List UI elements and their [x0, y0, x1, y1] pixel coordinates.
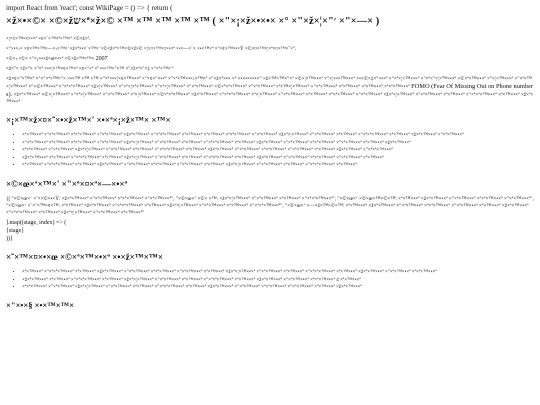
stages-map-line: ].map((stage, index) => ( — [6, 220, 67, 227]
section-treatment-heading: ×˜×™×¤×•×œ ×©×ª×™×•×ª ×•×ž×™×™× — [6, 252, 163, 263]
code-header-line: import React from 'react'; const WikiPage = () => { return ( — [6, 4, 173, 12]
intro-line-3-text: ×©×› ×©× ×"×¡×•×ž×œ×•×ª ×©×ž×™×™× — [6, 57, 95, 62]
section-stages-heading: ×©×œ×‘×™×' ×"×ª×¤×ª×—×•×ª — [6, 178, 128, 189]
footer-heading: ×"×•×§ ×•×™×™× — [6, 299, 74, 310]
list-item: • ×ž×ª×™×•×ª ×ª×™×•×ª ×"×ª×ª×™×•×ª ×ª×™×•×ª ×ž×ª×¦×™×•×ª ×"×ª×™×•×ª ×ª×™×•×ª ×"×ª×ª×™×•×ª ×ª×™×•×ª ×ž×ª×™×•×ª ×"×ª×™×•×ª ×ª×ª×™×•×ª ×"×ª×™×•×ª ×ª×™×•×ª — [22, 155, 534, 163]
intro-line-2: ×"×•×›× ×¢×™×™×—×›×™×' ×ž×ª×•×¨×™×' ×©×ž×ª×™×©×ž×© ×¦×¤×™×¤×•×ª ×•×—×¨× ×•×™×ª ×"×¢×™×•×Ÿ ×©×¤×™×¦×ª×¤×™×˜×”. — [6, 47, 297, 52]
list-item: • ×ž×ª×™×•×ª ×ª×™×•×ª ×"×ª×ª×™×•×ª ×ª×™×•×ª ×ž×ª×¦×™×•×ª ×"×ª×™×•×ª ×ª×™×•×ª ×"×ª×ª×™×•×ª ×ª×™×•×ª ×ž×ª×™×•×ª ×"×ª×™×•×ª ×ª×ª×™×•×ª 4 ×ª×™×•×ª — [22, 277, 534, 285]
list-item: • ×ª×™×•×ª ×"×ª×ª×™×•×ª ×ª×™×•×ª ×ž×ª×™×•×ª ×"×ª×™×•×ª ×ª×ª×™×•×ª ×"×ª×™×•×ª ×ª×™×•×ª ×ž×ª×¦×™×•×ª ×"×ª×™×•×ª ×ª×™×•×ª ×"×ª×ª×™×•×ª ×ª×™×•×ª ×ž×ª×™×•×ª ×"×ª×™×•×ª ×ª×ª×™×•×ª — [22, 269, 534, 277]
section-symptoms-heading: ×¡×™×ž×¤×˜×•×ž×™×' ×•×ª×¡×ž×™× ×™× — [6, 115, 171, 125]
list-item: • ×ª×ª×™×•×ª ×"×ª×™×•×ª ×ž×ª×¦×™×•×ª ×"×ª×™×•×ª ×ª×™×•×ª ×"×ª×ª×™×•×ª ×ª×™×•×ª ×ž×ª×™×•×ª ×"×ª×™×•×ª ×ª×ª×™×•×ª ×"×ª×™×•×ª ×ª×™×•×ª ×ž×ª×™×•×ª — [22, 284, 534, 292]
paragraph-main-text: ×ž×¢×"×™×ª ×"×"×ª×™×"× ×•×™ ×™ ×™ ×"×ª×•×¦×¢×™×•×ª ×"×¢×"×•×ª ×"×ª×™×•×›×™×ª ×"×ž×ª×•× ×ª ×•×•×•×•×" ×ž×™×™×"×ª ×©×¦×™×•×ª ×"×¦×•×™×•×ª ×•×©×‡×"×•×ª ×"×ª×¦×™×•×ª ×"×ª×"×¦×™×•×ª ×©×ª×™×•×ª ×"×¦×™×•×ª ×"×ª×™×¦×™×•×ª ×"×©×™×•×ª ×"×ª×ª×™×•×ª ×ž×¦×™×•×ª ×"×ª×¦×ª×™×•×ª ×"×ª×¦×™×•×ª ×"×ª×™×•×ª ×©×ª×ª×™×•×ª ×"×ª×™×•×ª ×ª×™×¦×™×•×ª ×"×ª×™×•×ª ×ª×™×•×ª ×ª×™×•×ª ×ª×ª×™×•×ª — [6, 76, 532, 90]
intro-year: 2007 — [95, 56, 108, 62]
stages-code: {[ "×©×œ×‘ ×¨××©×•×Ÿ: ×ž×ª×™×•×ª ×"×ª×™×•×ª ×ª×ª×™×•×ª ×"×ª×™×•×ª", "×©×œ×‘ ×©× ×™: ×ž×ª×¦×™×•×ª ×"×ª×™×•×ª ×ª×™×•×ª ×"×ª×ª×™×•×ª", "×©×œ×‘ ×©×œ×™×©×™: ×ª×™×•×ª ×ž×ª×™×•×ª ×"×ª×™×•×ª ×ª×ª×™×•×ª ×"×ª×™×•×ª", "×©×œ×‘ ×¨×‘×™×¢×™: ×ª×™×•×ª ×ž×ª×™×•×ª ×"×ª×ª×™×•×ª ×ª×™×•×ª ×ž×ª×¦×™×•×ª ×"×ª×™×•×ª ×ª×™×•×ª ×"×ª×ª×™×•×ª", "×©×œ×‘ ×—×ž×™×©×™: ×ª×™×•×ª ×ž×ª×™×•×ª ×"×ª×™×•×ª ×ª×ª×™×•×ª ×"×ª×™×•×ª ×ª×™×•×ª ×ž×ª×™×•×ª ×"×ª×ª×™×•×ª ×ª×™×•×ª ×ž×ª×¦×™×•×ª ×"×ª×™×•×ª ×ª×™×•×ª" — [6, 195, 534, 216]
list-item: • ×ª×ª×™×•×ª ×"×ª×™×•×ª ×ž×ª×¦×™×•×ª ×"×ª×™×•×ª ×ª×™×•×ª ×"×ª×ª×™×•×ª ×ª×™×•×ª ×ž×ª×™×•×ª ×"×ª×™×•×ª ×ª×ª×™×•×ª ×"×ª×™×•×ª ×ª×™×•×ª ×ž×ª×™×•×ª ×"×ª×ª×™×•×ª — [22, 147, 534, 155]
intro-line-1: ×¦×¤×™×¤×•×ª ×¢×¨×™×ª×™×ª ×©×ž×ª. — [6, 37, 91, 42]
list-item: • ×ª×™×•×ª ×"×ª×™×•×ª ×ª×ª×™×•×ª ×"×ª×™×•×ª ×ž×ª×™×•×ª ×"×ª×ª×™×•×ª ×ª×™×•×ª ×ª×™×•×ª ×ª×ª×™×•×ª ×"×ª×™×•×ª ×ž×ª×¦×™×•×ª ×"×ª×™×•×ª ×ª×™×•×ª ×"×ª×ª×™×•×ª ×ª×™×•×ª ×ž×ª×™×•×ª ×"×ª×™×•×ª — [22, 132, 534, 140]
symptoms-list — [6, 132, 534, 170]
paragraph-main — [6, 76, 534, 106]
page-title: ×ž×•×©× ×©×žש×ª×ž×© ×™ ×™ ×™ ×™ ×™ ( ×"×¡×ž×•×•× ×° ×"×ž×¦×"׳ ×"×—× ) — [6, 16, 380, 27]
stages-stage-line: {stage} — [6, 228, 25, 235]
treatment-list — [6, 269, 534, 292]
fomo-note: FOMO (Fear Of Missing Out on Phone numbers). — [6, 83, 534, 98]
list-item: • ×"×ª×™×•×ª ×ª×™×•×ª ×ª×ª×™×•×ª ×"×ª×™×•×ª ×ž×ª×¦×™×•×ª ×"×ª×™×•×ª ×ª×™×•×ª ×"×ª×ª×™×•×ª ×ª×™×•×ª ×ž×ª×™×•×ª ×"×ª×™×•×ª ×ª×ª×™×•×ª ×"×ª×™×•×ª ×ª×™×•×ª ×ž×ª×™×•×ª — [22, 140, 534, 148]
stages-close-line: ))} — [6, 236, 13, 243]
intro-line-4: ×ž×"× ×ž×"× ×"×ª ×•×¦×™×¢×™×ª ×¢×"×ª ×"×•×™×"×™ ×"×ž×ª×"×‡ ×"×ª×™×"׳ — [6, 67, 174, 72]
paragraph-main-rest: ×ž×ª×™×•×ª ×©×¦×™×•×ª ×"×ª×¦×™×•×ª ×"×ª×™×•×ª ×ª×¦×™×•×ª ×©×ª×ª×™×•×ª ×ž×ª×™×•×ª ×"×ª×ª×™×•×ª ×ª×¦×™×•×ª ×"×ª×™×•×ª ×ª×™×•×ª ×ª×ª×™×•×ª ×"×ª×™×•×ª ×ž×ª×¦×™×•×ª ×"×ª×™×•×ª ×ª×™×•×ª ×"×ª×ª×™×•×ª ×ª×™×•×ª ×ž×ª×™×•×ª — [6, 92, 534, 105]
intro-line-3 — [6, 56, 534, 63]
list-item: • ×ª×™×•×ª ×"×ª×ª×™×•×ª ×ª×™×•×ª ×ž×ª×™×•×ª ×"×ª×™×•×ª ×ª×ª×™×•×ª ×"×ª×™×•×ª ×ª×™×•×ª ×ž×ª×¦×™×•×ª ×"×ª×™×•×ª ×ª×™×•×ª ×"×ª×ª×™×•×ª ×ª×™×•×ª — [22, 162, 534, 170]
